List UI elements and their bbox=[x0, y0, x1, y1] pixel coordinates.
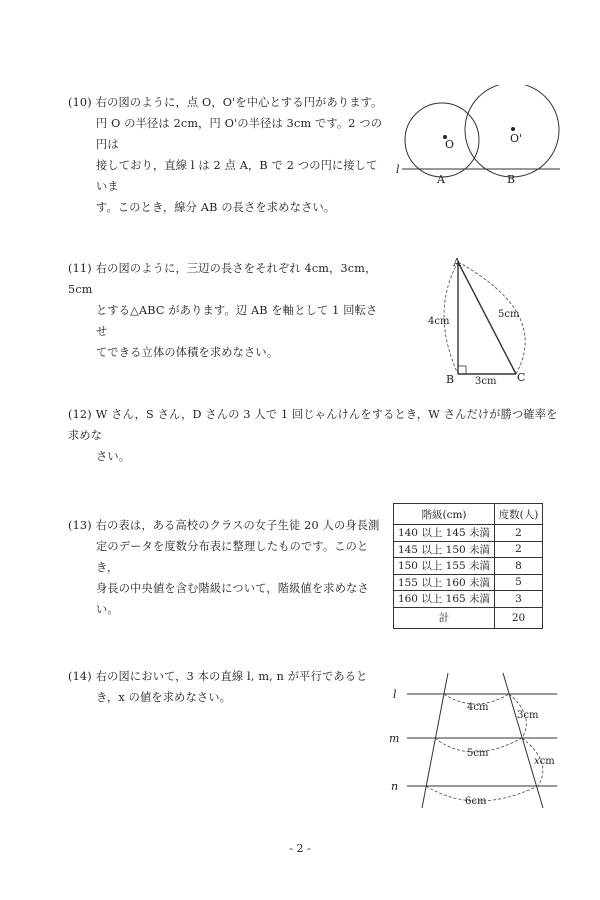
question-14-line-1: (14) 右の図において，3 本の直線 l, m, n が平行であると bbox=[68, 670, 368, 683]
label-b: B bbox=[507, 173, 516, 186]
label-ac: 5cm bbox=[498, 309, 520, 320]
label-l: l bbox=[393, 688, 397, 701]
table-row bbox=[394, 541, 543, 558]
question-11 bbox=[68, 258, 388, 363]
table-row bbox=[394, 525, 543, 542]
question-13-line-2: 定のデータを度数分布表に整理したものです。このとき， bbox=[96, 540, 369, 574]
transversal-right bbox=[503, 673, 543, 808]
table-cell: 150 以上 155 未満 bbox=[394, 558, 495, 575]
table-header-class: 階級(cm) bbox=[394, 504, 495, 525]
table-cell: 8 bbox=[495, 558, 543, 575]
question-number: (14) bbox=[68, 670, 92, 683]
label-l: l bbox=[396, 163, 400, 176]
right-angle-mark bbox=[458, 366, 466, 374]
table-row bbox=[394, 558, 543, 575]
label-5cm: 5cm bbox=[467, 748, 489, 759]
question-11-line-2: とする△ABC があります。辺 AB を軸として 1 回転させ bbox=[96, 304, 378, 338]
table-total-row bbox=[394, 607, 543, 628]
label-a: A bbox=[437, 173, 445, 186]
question-11-line-3: てできる立体の体積を求めなさい。 bbox=[96, 346, 279, 359]
table-total-label: 計 bbox=[394, 607, 495, 628]
question-13-line-1: (13) 右の表は，ある高校のクラスの女子生徒 20 人の身長測 bbox=[68, 519, 380, 532]
question-10 bbox=[68, 92, 388, 218]
table-cell: 140 以上 145 未満 bbox=[394, 525, 495, 542]
table-cell: 2 bbox=[495, 541, 543, 558]
label-ab: 4cm bbox=[428, 316, 450, 327]
question-12-line-1: (12) W さん，S さん，D さんの 3 人で 1 回じゃんけんをするとき，W さんだけが勝つ確率を求めな bbox=[68, 408, 558, 442]
label-bc: 3cm bbox=[475, 376, 497, 387]
question-11-line-1: (11) 右の図のように，三辺の長さをそれぞれ 4cm，3cm，5cm bbox=[68, 262, 377, 296]
question-number: (12) bbox=[68, 408, 92, 421]
center-o-prime-dot bbox=[511, 127, 515, 131]
table-cell: 5 bbox=[495, 574, 543, 591]
label-n: n bbox=[391, 780, 399, 793]
question-10-line-2: 円 O の半径は 2cm，円 O'の半径は 3cm です。2 つの円は bbox=[96, 117, 383, 151]
table-header-row bbox=[394, 504, 543, 525]
question-13-line-3: 身長の中央値を含む階級について，階級値を求めなさい。 bbox=[96, 582, 369, 616]
table-cell: 145 以上 150 未満 bbox=[394, 541, 495, 558]
transversal-left bbox=[422, 673, 448, 808]
label-b: B bbox=[446, 373, 455, 386]
circle-o-prime bbox=[465, 85, 559, 177]
label-xcm: xcm bbox=[534, 756, 555, 767]
label-a: A bbox=[453, 256, 461, 269]
figure-right-triangle bbox=[420, 253, 540, 388]
label-m: m bbox=[389, 732, 400, 745]
question-13 bbox=[68, 515, 388, 620]
table-cell: 3 bbox=[495, 591, 543, 608]
question-12 bbox=[68, 404, 568, 467]
frequency-table bbox=[393, 503, 543, 629]
label-6cm: 6cm bbox=[465, 796, 487, 807]
label-c: C bbox=[517, 371, 526, 384]
table-total-value: 20 bbox=[495, 607, 543, 628]
table-row bbox=[394, 591, 543, 608]
figure-tangent-circles bbox=[390, 85, 565, 190]
label-4cm: 4cm bbox=[467, 702, 489, 713]
table-cell: 160 以上 165 未満 bbox=[394, 591, 495, 608]
page-number: - 2 - bbox=[289, 842, 311, 855]
label-o-prime: O' bbox=[510, 132, 523, 145]
question-12-line-2: さい。 bbox=[96, 450, 131, 463]
question-number: (10) bbox=[68, 96, 92, 109]
figure-parallel-lines bbox=[385, 668, 565, 818]
question-14 bbox=[68, 666, 388, 708]
table-cell: 2 bbox=[495, 525, 543, 542]
table-cell: 155 以上 160 未満 bbox=[394, 574, 495, 591]
question-number: (11) bbox=[68, 262, 92, 275]
question-number: (13) bbox=[68, 519, 92, 532]
question-10-line-1: (10) 右の図のように，点 O，O'を中心とする円があります。 bbox=[68, 96, 383, 109]
table-header-frequency: 度数(人) bbox=[495, 504, 543, 525]
label-o: O bbox=[445, 138, 455, 151]
label-3cm: 3cm bbox=[517, 710, 539, 721]
question-14-line-2: き，x の値を求めなさい。 bbox=[96, 691, 232, 704]
question-10-line-4: す。このとき，線分 AB の長さを求めなさい。 bbox=[96, 201, 336, 214]
table-row bbox=[394, 574, 543, 591]
question-10-line-3: 接しており，直線 l は 2 点 A，B で 2 つの円に接していま bbox=[96, 159, 378, 193]
